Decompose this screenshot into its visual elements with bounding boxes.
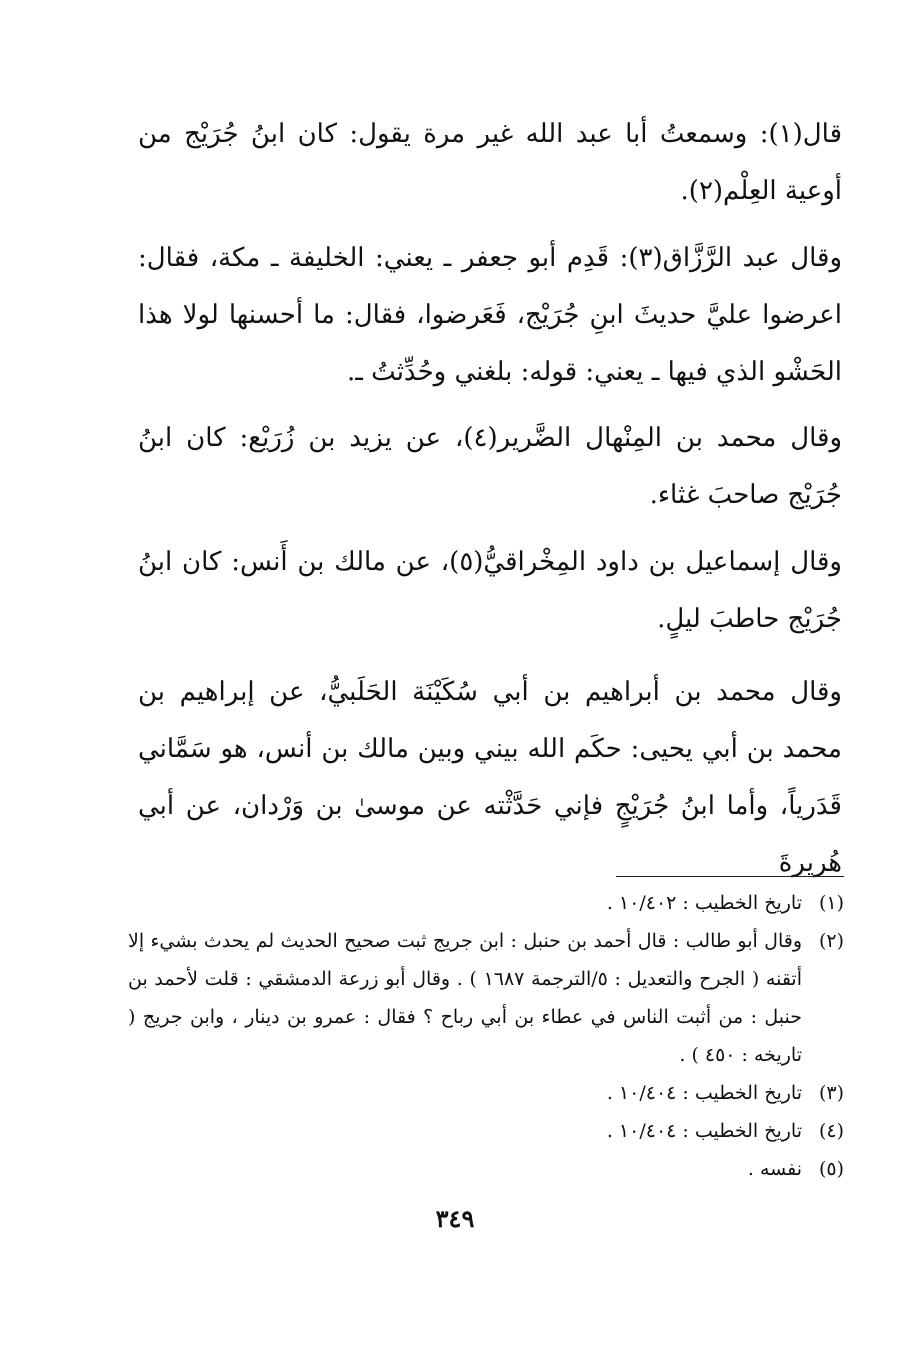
footnotes: [128, 884, 844, 1188]
paragraph-5: وقال محمد بن أبراهيم بن أبي سُكَيْنَة الحَلَبيُّ، عن إبراهيم بن محمد بن أبي يحيى: حكَم الله بيني وبين مالك بن أنس، هو سَمَّاني قَدَرياً، وأما ابنُ جُرَيْجٍ فإني حَدَّثْته عن موسىٰ بن وَرْدان، عن أبي هُريرةَ: [138, 677, 842, 878]
footnote-number: (٤): [818, 1120, 844, 1142]
footnote-number: (٥): [818, 1158, 844, 1180]
footnote-4: [128, 1112, 844, 1150]
footnote-text: نفسه .: [747, 1158, 802, 1180]
paragraph-2: وقال عبد الرَّزَّاق(٣): قَدِم أبو جعفر ـ يعني: الخليفة ـ مكة، فقال: اعرضوا عليَّ حديثَ ابنِ جُرَيْج، فَعَرضوا، فقال: ما أحسنها لولا هذا الحَشْو الذي فيها ـ يعني: قوله: بلغني وحُدِّثتُ ـ.: [138, 243, 843, 387]
footnote-text: تاريخ الخطيب : ١٠/٤٠٤ .: [606, 1120, 802, 1142]
footnote-number: (٢): [818, 930, 844, 952]
footnote-text: تاريخ الخطيب : ١٠/٤٠٤ .: [606, 1082, 802, 1104]
paragraph-4: وقال إسماعيل بن داود المِخْراقيُّ(٥)، عن مالك بن أَنس: كان ابنُ جُرَيْج حاطبَ ليلٍ.: [138, 547, 842, 634]
footnote-1: [128, 884, 844, 922]
footnote-3: [128, 1074, 844, 1112]
paragraph-1: قال(١): وسمعتُ أبا عبد الله غير مرة يقول: كان ابنُ جُرَيْج من أوعية العِلْم(٢).: [138, 119, 842, 206]
footnote-5: [128, 1150, 844, 1188]
footnote-text: وقال أبو طالب : قال أحمد بن حنبل : ابن جريج ثبت صحيح الحديث لم يحدث بشيء إلا أتقنه ( الجرح والتعديل : ٥/الترجمة ١٦٨٧ ) . وقال أبو زرعة الدمشقي : قلت لأحمد بن حنبل : من أثبت الناس في عطاء بن أبي رباح ؟ فقال : عمرو بن دينار ، وابن جريج ( تاريخه : ٤٥٠ ) .: [128, 930, 803, 1066]
page-number: ٣٤٩: [435, 1204, 475, 1233]
footnote-2: [128, 922, 844, 1074]
paragraph-3: وقال محمد بن المِنْهال الضَّرير(٤)، عن يزيد بن زُرَيْع: كان ابنُ جُرَيْج صاحبَ غثاء.: [138, 423, 843, 510]
footnote-number: (١): [818, 892, 844, 914]
footnote-number: (٣): [818, 1082, 844, 1104]
footnote-separator: [616, 876, 844, 877]
footnote-text: تاريخ الخطيب : ١٠/٤٠٢ .: [606, 892, 802, 914]
